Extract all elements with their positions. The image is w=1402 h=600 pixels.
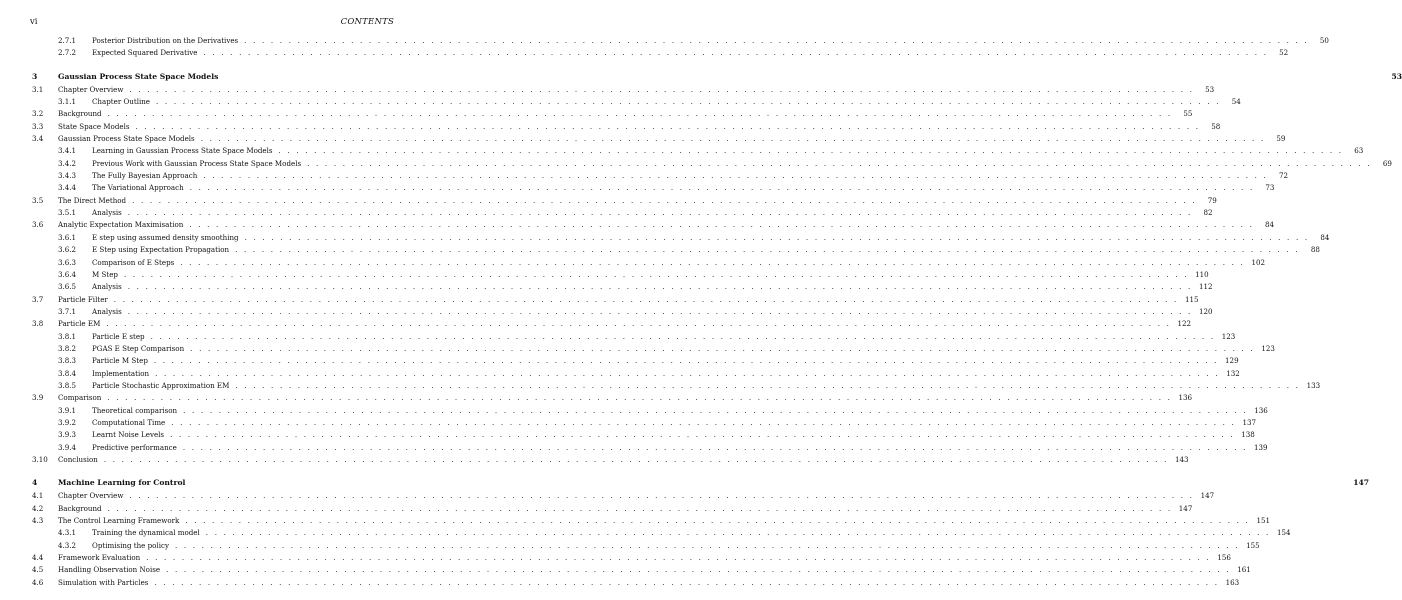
- toc-entry-title: The Variational Approach: [92, 183, 184, 193]
- toc-entry-number: 3.4.1: [58, 146, 77, 156]
- toc-entry-number: 3.9.2: [58, 417, 77, 427]
- toc-subsection-entry[interactable]: [32, 182, 1275, 194]
- toc-leader-dots: . . . . . . . . . . . . . . . . . . . . . . . . . . . . . . . . . . . . . . . . . . . . . . . . . . . . . . . . . . . . . . . . . . . . . . . . . . . . . . . . . . . . . . . . . . . . . . . . . . . . . . . . . . . . . . . . . . . . . . . .: [203, 171, 1269, 181]
- toc-leader-dots: . . . . . . . . . . . . . . . . . . . . . . . . . . . . . . . . . . . . . . . . . . . . . . . . . . . . . . . . . . . . . . . . . . . . . . . . . . . . . . . . . . . . . . . . . . . . . . . . . . . . . . . . . . . . . . . . . . . . . . . .: [129, 491, 1195, 501]
- toc-entry-title: Comparison of E Steps: [92, 257, 175, 267]
- toc-leader-dots: . . . . . . . . . . . . . . . . . . . . . . . . . . . . . . . . . . . . . . . . . . . . . . . . . . . . . . . . . . . . . . . . . . . . . . . . . . . . . . . . . . . . . . . . . . . . . . . . . . . . . . . . . . . . . . . . . . . . . . . .: [127, 208, 1193, 218]
- toc-leader-dots: . . . . . . . . . . . . . . . . . . . . . . . . . . . . . . . . . . . . . . . . . . . . . . . . . . . . . . . . . . . . . . . . . . . . . . . . . . . . . . . . . . . . . . . . . . . . . . . . . . . . . . . . . . . . . . . . . . . . . . . .: [171, 417, 1236, 427]
- toc-leader-dots: . . . . . . . . . . . . . . . . . . . . . . . . . . . . . . . . . . . . . . . . . . . . . . . . . . . . . . . . . . . . . . . . . . . . . . . . . . . . . . . . . . . . . . . . . . . . . . . . . . . . . . . . . . . . . . . . . . . . . . . .: [183, 405, 1248, 415]
- toc-leader-dots: . . . . . . . . . . . . . . . . . . . . . . . . . . . . . . . . . . . . . . . . . . . . . . . . . . . . . . . . . . . . . . . . . . . . . . . . . . . . . . . . . . . . . . . . . . . . . . . . . . . . . . . . . . . . . . . . . . . . . . . .: [129, 84, 1195, 94]
- toc-entry-page: 73: [1265, 183, 1275, 193]
- toc-subsection-entry[interactable]: [32, 244, 1320, 256]
- toc-entry-page: 59: [1276, 134, 1286, 144]
- toc-subsection-entry[interactable]: [32, 47, 1289, 59]
- toc-entry-number: 4.3.2: [58, 540, 77, 550]
- toc-entry-page: 58: [1211, 121, 1221, 131]
- toc-leader-dots: . . . . . . . . . . . . . . . . . . . . . . . . . . . . . . . . . . . . . . . . . . . . . . . . . . . . . . . . . . . . . . . . . . . . . . . . . . . . . . . . . . . . . . . . . . . . . . . . . . . . . . . . . . . . . . . . . . . . . . . .: [235, 380, 1301, 390]
- toc-entry-number: 3.9.1: [58, 405, 77, 415]
- toc-entry-number: 3.7: [32, 294, 44, 304]
- toc-entry-title: Training the dynamical model: [92, 528, 200, 538]
- toc-entry-page: 84: [1265, 220, 1275, 230]
- toc-entry-title: Theoretical comparison: [92, 405, 178, 415]
- toc-leader-dots: . . . . . . . . . . . . . . . . . . . . . . . . . . . . . . . . . . . . . . . . . . . . . . . . . . . . . . . . . . . . . . . . . . . . . . . . . . . . . . . . . . . . . . . . . . . . . . . . . . . . . . . . . . . . . . . . . . . . . . . .: [185, 516, 1251, 526]
- toc-entry-page: 132: [1226, 368, 1240, 378]
- toc-entry-number: 3.9.3: [58, 430, 77, 440]
- toc-entry-page: 147: [1178, 503, 1193, 513]
- toc-entry-number: 3.7.1: [58, 306, 77, 316]
- toc-entry-page: 115: [1184, 294, 1199, 304]
- toc-leader-dots: . . . . . . . . . . . . . . . . . . . . . . . . . . . . . . . . . . . . . . . . . . . . . . . . . . . . . . . . . . . . . . . . . . . . . . . . . . . . . . . . . . . . . . . . . . . . . . . . . . . . . . . . . . . . . . . . . . . . . . . .: [132, 195, 1197, 205]
- toc-subsection-entry[interactable]: [32, 232, 1330, 244]
- toc-entry-page: 102: [1251, 257, 1265, 267]
- toc-leader-dots: . . . . . . . . . . . . . . . . . . . . . . . . . . . . . . . . . . . . . . . . . . . . . . . . . . . . . . . . . . . . . . . . . . . . . . . . . . . . . . . . . . . . . . . . . . . . . . . . . . . . . . . . . . . . . . . . . . . . . . . .: [170, 430, 1235, 440]
- toc-entry-page: 53: [1391, 71, 1402, 81]
- toc-entry-number: 2.7.1: [58, 36, 77, 45]
- toc-entry-title: Machine Learning for Control: [58, 478, 186, 488]
- toc-entry-page: 54: [1231, 97, 1241, 107]
- toc-entry-number: 3.1: [32, 84, 44, 94]
- toc-section-entry[interactable]: [32, 454, 1189, 466]
- toc-entry-number: 3.5.1: [58, 208, 77, 218]
- toc-entry-number: 3.4.4: [58, 183, 77, 193]
- toc-leader-dots: . . . . . . . . . . . . . . . . . . . . . . . . . . . . . . . . . . . . . . . . . . . . . . . . . . . . . . . . . . . . . . . . . . . . . . . . . . . . . . . . . . . . . . . . . . . . . . . . . . . . . . . . . . . . . . . . . . . . . . . .: [156, 97, 1221, 107]
- toc-entry-title: Particle EM: [58, 319, 101, 329]
- toc-leader-dots: . . . . . . . . . . . . . . . . . . . . . . . . . . . . . . . . . . . . . . . . . . . . . . . . . . . . . . . . . . . . . . . . . . . . . . . . . . . . . . . . . . . . . . . . . . . . . . . . . . . . . . . . . . . . . . . . . . . . . . . .: [174, 540, 1240, 550]
- toc-entry-title: Particle Filter: [58, 294, 108, 304]
- toc-section-entry[interactable]: [32, 121, 1221, 133]
- toc-entry-page: 55: [1183, 109, 1193, 119]
- toc-leader-dots: . . . . . . . . . . . . . . . . . . . . . . . . . . . . . . . . . . . . . . . . . . . . . . . . . . . . . . . . . . . . . . . . . . . . . . . . . . . . . . . . . . . . . . . . . . . . . . . . . . . . . . . . . . . . . . . . . . . . . . . .: [189, 183, 1255, 193]
- toc-entry-title: PGAS E Step Comparison: [92, 343, 185, 353]
- toc-section-entry[interactable]: [32, 108, 1193, 120]
- toc-subsection-entry[interactable]: [32, 368, 1240, 380]
- toc-entry-page: 63: [1354, 146, 1364, 156]
- toc-chapter-entry[interactable]: [32, 476, 1370, 490]
- toc-section-entry[interactable]: [32, 490, 1215, 502]
- toc-entry-title: Expected Squared Derivative: [92, 48, 198, 58]
- toc-entry-page: 161: [1237, 565, 1251, 575]
- toc-entry-number: 3.6: [32, 220, 44, 230]
- toc-subsection-entry[interactable]: [32, 331, 1236, 343]
- toc-leader-dots: . . . . . . . . . . . . . . . . . . . . . . . . . . . . . . . . . . . . . . . . . . . . . . . . . . . . . . . . . . . . . . . . . . . . . . . . . . . . . . . . . . . . . . . . . . . . . . . . . . . . . . . . . . . . . . . . . . . . . . . .: [103, 455, 1169, 464]
- toc-entry-number: 4.3: [32, 516, 44, 526]
- toc-gap: [32, 466, 387, 476]
- toc-entry-title: Gaussian Process State Space Models: [58, 71, 219, 81]
- toc-section-entry[interactable]: [32, 84, 1215, 96]
- toc-subsection-entry[interactable]: [32, 145, 1364, 157]
- toc-section-entry[interactable]: [32, 219, 1275, 231]
- toc-leader-dots: . . . . . . . . . . . . . . . . . . . . . . . . . . . . . . . . . . . . . . . . . . . . . . . . . . . . . . . . . . . . . . . . . . . . . . . . . . . . . . . . . . . . . . . . . . . . . . . . . . . . . . . . . . . . . . . . . . . . . . . .: [107, 393, 1173, 403]
- toc-leader-dots: . . . . . . . . . . . . . . . . . . . . . . . . . . . . . . . . . . . . . . . . . . . . . . . . . . . . . . . . . . . . . . . . . . . . . . . . . . . . . . . . . . . . . . . . . . . . . . . . . . . . . . . . . . . . . . . . . . . . . . . .: [113, 294, 1179, 304]
- toc-entry-title: Conclusion: [58, 455, 98, 464]
- toc-entry-page: 139: [1254, 442, 1268, 452]
- toc-section-entry[interactable]: [32, 318, 1192, 330]
- toc-entry-title: Computational Time: [92, 417, 166, 427]
- toc-leader-dots: . . . . . . . . . . . . . . . . . . . . . . . . . . . . . . . . . . . . . . . . . . . . . . . . . . . . . . . . . . . . . . . . . . . . . . . . . . . . . . . . . . . . . . . . . . . . . . . . . . . . . . . . . . . . . . . . . . . . . . . .: [203, 48, 1269, 58]
- toc-entry-page: 88: [1310, 245, 1320, 255]
- toc-subsection-entry[interactable]: [32, 405, 1268, 417]
- toc-entry-title: Analytic Expectation Maximisation: [58, 220, 184, 230]
- toc-entry-title: Comparison: [58, 393, 102, 403]
- toc-subsection-entry[interactable]: [32, 306, 1213, 318]
- toc-leader-dots: . . . . . . . . . . . . . . . . . . . . . . . . . . . . . . . . . . . . . . . . . . . . . . . . . . . . . . . . . . . . . . . . . . . . . . . . . . . . . . . . . . . . . . . . . . . . . . . . . . . . . . . . . . . . . . . . . . . . . . . .: [154, 577, 1220, 587]
- toc-entry-title: Analysis: [92, 306, 122, 316]
- toc-entry-number: 3.8: [32, 319, 44, 329]
- toc-entry-page: 82: [1203, 208, 1213, 218]
- toc-subsection-entry[interactable]: [32, 35, 1329, 47]
- toc-entry-title: Learning in Gaussian Process State Space Models: [92, 146, 273, 156]
- toc-entry-number: 3.4.3: [58, 171, 77, 181]
- toc-entry-title: Handling Observation Noise: [58, 565, 161, 575]
- toc-section-entry[interactable]: [32, 294, 1199, 306]
- toc-entry-title: State Space Models: [58, 121, 130, 131]
- toc-entry-page: 72: [1279, 171, 1289, 181]
- toc-subsection-entry[interactable]: [32, 96, 1241, 108]
- toc-leader-dots: . . . . . . . . . . . . . . . . . . . . . . . . . . . . . . . . . . . . . . . . . . . . . . . . . . . . . . . . . . . . . . . . . . . . . . . . . . . . . . . . . . . . . . . . . . . . . . . . . . . . . . . . . . . . . . . . . . . . . . . .: [166, 565, 1231, 575]
- toc-entry-page: 136: [1178, 393, 1193, 403]
- toc-entry-number: 3.6.4: [58, 269, 77, 279]
- toc-entry-page: 112: [1198, 282, 1213, 292]
- toc-subsection-entry[interactable]: [32, 429, 1255, 441]
- toc-entry-number: 3.1.1: [58, 97, 77, 107]
- toc-entry-number: 4.2: [32, 503, 44, 513]
- toc-entry-page: 147: [1200, 491, 1215, 501]
- toc-section-entry[interactable]: [32, 195, 1217, 207]
- toc-entry-title: E Step using Expectation Propagation: [92, 245, 230, 255]
- toc-entry-title: Framework Evaluation: [58, 553, 141, 563]
- toc-subsection-entry[interactable]: [32, 343, 1275, 355]
- toc-entry-number: 3.8.1: [58, 331, 77, 341]
- toc-entry-page: 53: [1205, 84, 1215, 94]
- toc-leader-dots: . . . . . . . . . . . . . . . . . . . . . . . . . . . . . . . . . . . . . . . . . . . . . . . . . . . . . . . . . . . . . . . . . . . . . . . . . . . . . . . . . . . . . . . . . . . . . . . . . . . . . . . . . . . . . . . . . . . . . . . .: [135, 121, 1201, 131]
- toc-leader-dots: . . . . . . . . . . . . . . . . . . . . . . . . . . . . . . . . . . . . . . . . . . . . . . . . . . . . . . . . . . . . . . . . . . . . . . . . . . . . . . . . . . . . . . . . . . . . . . . . . . . . . . . . . . . . . . . . . . . . . . . .: [127, 306, 1193, 316]
- toc-entry-number: 4.1: [32, 491, 44, 501]
- toc-entry-number: 4.6: [32, 577, 44, 587]
- toc-entry-title: Previous Work with Gaussian Process State Space Models: [92, 158, 302, 168]
- toc-leader-dots: . . . . . . . . . . . . . . . . . . . . . . . . . . . . . . . . . . . . . . . . . . . . . . . . . . . . . . . . . . . . . . . . . . . . . . . . . . . . . . . . . . . . . . . . . . . . . . . . . . . . . . . . . . . . . . . . . . . . . . . .: [127, 282, 1193, 292]
- toc-entry-page: 154: [1276, 528, 1291, 538]
- toc-entry-page: 123: [1221, 331, 1236, 341]
- toc-entry-page: 138: [1241, 430, 1255, 440]
- table-of-contents: [32, 35, 1402, 589]
- toc-section-entry[interactable]: [32, 552, 1231, 564]
- page-number: vi: [30, 17, 38, 27]
- toc-subsection-entry[interactable]: [32, 170, 1289, 182]
- toc-leader-dots: . . . . . . . . . . . . . . . . . . . . . . . . . . . . . . . . . . . . . . . . . . . . . . . . . . . . . . . . . . . . . . . . . . . . . . . . . . . . . . . . . . . . . . . . . . . . . . . . . . . . . . . . . . . . . . . . . . . . . . . .: [150, 331, 1216, 341]
- toc-entry-page: 151: [1256, 516, 1271, 526]
- toc-entry-title: Background: [58, 503, 102, 513]
- toc-entry-title: Chapter Outline: [92, 97, 151, 107]
- toc-entry-page: 155: [1246, 540, 1260, 550]
- toc-entry-number: 3.6.3: [58, 257, 77, 267]
- toc-entry-title: Chapter Overview: [58, 84, 124, 94]
- toc-entry-title: Analysis: [92, 282, 122, 292]
- toc-entry-page: 129: [1225, 356, 1239, 366]
- toc-entry-title: The Direct Method: [58, 195, 127, 205]
- toc-section-entry[interactable]: [32, 133, 1286, 145]
- toc-leader-dots: . . . . . . . . . . . . . . . . . . . . . . . . . . . . . . . . . . . . . . . . . . . . . . . . . . . . . . . . . . . . . . . . . . . . . . . . . . . . . . . . . . . . . . . . . . . . . . . . . . . . . . . . . . . . . . . . . . . . . . . .: [107, 503, 1173, 513]
- toc-entry-number: 4.4: [32, 553, 44, 563]
- toc-entry-number: 3.5: [32, 195, 44, 205]
- toc-leader-dots: . . . . . . . . . . . . . . . . . . . . . . . . . . . . . . . . . . . . . . . . . . . . . . . . . . . . . . . . . . . . . . . . . . . . . . . . . . . . . . . . . . . . . . . . . . . . . . . . . . . . . . . . . . . . . . . . . . . . . . . .: [278, 146, 1344, 156]
- toc-section-entry[interactable]: [32, 392, 1193, 404]
- toc-entry-number: 3.8.4: [58, 368, 77, 378]
- toc-leader-dots: . . . . . . . . . . . . . . . . . . . . . . . . . . . . . . . . . . . . . . . . . . . . . . . . . . . . . . . . . . . . . . . . . . . . . . . . . . . . . . . . . . . . . . . . . . . . . . . . . . . . . . . . . . . . . . . . . . . . . . . .: [146, 553, 1211, 563]
- toc-entry-title: M Step: [92, 269, 118, 279]
- toc-entry-title: Background: [58, 109, 102, 119]
- toc-entry-number: 4: [32, 478, 38, 488]
- toc-entry-title: Posterior Distribution on the Derivatives: [92, 36, 239, 45]
- toc-entry-page: 69: [1382, 158, 1392, 168]
- toc-leader-dots: . . . . . . . . . . . . . . . . . . . . . . . . . . . . . . . . . . . . . . . . . . . . . . . . . . . . . . . . . . . . . . . . . . . . . . . . . . . . . . . . . . . . . . . . . . . . . . . . . . . . . . . . . . . . . . . . . . . . . . . .: [107, 109, 1173, 119]
- toc-entry-title: E step using assumed density smoothing: [92, 232, 239, 242]
- toc-entry-number: 3.6.5: [58, 282, 77, 292]
- toc-subsection-entry[interactable]: [32, 158, 1392, 170]
- toc-leader-dots: . . . . . . . . . . . . . . . . . . . . . . . . . . . . . . . . . . . . . . . . . . . . . . . . . . . . . . . . . . . . . . . . . . . . . . . . . . . . . . . . . . . . . . . . . . . . . . . . . . . . . . . . . . . . . . . . . . . . . . . .: [307, 158, 1372, 168]
- toc-entry-page: 122: [1177, 319, 1192, 329]
- toc-entry-title: Particle E step: [92, 331, 145, 341]
- toc-entry-title: Particle M Step: [92, 356, 148, 366]
- toc-subsection-entry[interactable]: [32, 281, 1213, 293]
- toc-leader-dots: . . . . . . . . . . . . . . . . . . . . . . . . . . . . . . . . . . . . . . . . . . . . . . . . . . . . . . . . . . . . . . . . . . . . . . . . . . . . . . . . . . . . . . . . . . . . . . . . . . . . . . . . . . . . . . . . . . . . . . . .: [244, 36, 1309, 45]
- toc-entry-number: 3.8.3: [58, 356, 77, 366]
- toc-entry-page: 147: [1353, 478, 1370, 488]
- toc-subsection-entry[interactable]: [32, 417, 1256, 429]
- running-title: CONTENTS: [340, 17, 394, 27]
- toc-leader-dots: . . . . . . . . . . . . . . . . . . . . . . . . . . . . . . . . . . . . . . . . . . . . . . . . . . . . . . . . . . . . . . . . . . . . . . . . . . . . . . . . . . . . . . . . . . . . . . . . . . . . . . . . . . . . . . . . . . . . . . . .: [106, 319, 1172, 329]
- toc-entry-number: 2.7.2: [58, 48, 77, 58]
- toc-entry-number: 3.4: [32, 134, 44, 144]
- toc-entry-title: Learnt Noise Levels: [92, 430, 165, 440]
- toc-section-entry[interactable]: [32, 503, 1193, 515]
- toc-leader-dots: . . . . . . . . . . . . . . . . . . . . . . . . . . . . . . . . . . . . . . . . . . . . . . . . . . . . . . . . . . . . . . . . . . . . . . . . . . . . . . . . . . . . . . . . . . . . . . . . . . . . . . . . . . . . . . . . . . . . . . . .: [180, 257, 1245, 267]
- toc-section-entry[interactable]: [32, 564, 1251, 576]
- toc-leader-dots: . . . . . . . . . . . . . . . . . . . . . . . . . . . . . . . . . . . . . . . . . . . . . . . . . . . . . . . . . . . . . . . . . . . . . . . . . . . . . . . . . . . . . . . . . . . . . . . . . . . . . . . . . . . . . . . . . . . . . . . .: [190, 343, 1255, 353]
- toc-section-entry[interactable]: [32, 515, 1271, 527]
- toc-entry-title: Gaussian Process State Space Models: [58, 134, 195, 144]
- toc-subsection-entry[interactable]: [32, 269, 1209, 281]
- toc-entry-page: 163: [1225, 577, 1240, 587]
- toc-leader-dots: . . . . . . . . . . . . . . . . . . . . . . . . . . . . . . . . . . . . . . . . . . . . . . . . . . . . . . . . . . . . . . . . . . . . . . . . . . . . . . . . . . . . . . . . . . . . . . . . . . . . . . . . . . . . . . . . . . . . . . . .: [155, 368, 1220, 378]
- toc-entry-page: 137: [1242, 417, 1256, 427]
- toc-entry-number: 3.9.4: [58, 442, 77, 452]
- toc-entry-title: Simulation with Particles: [58, 577, 149, 587]
- toc-subsection-entry[interactable]: [32, 207, 1213, 219]
- toc-subsection-entry[interactable]: [32, 540, 1260, 552]
- toc-entry-page: 84: [1320, 232, 1330, 242]
- toc-leader-dots: . . . . . . . . . . . . . . . . . . . . . . . . . . . . . . . . . . . . . . . . . . . . . . . . . . . . . . . . . . . . . . . . . . . . . . . . . . . . . . . . . . . . . . . . . . . . . . . . . . . . . . . . . . . . . . . . . . . . . . . .: [205, 528, 1271, 538]
- toc-leader-dots: . . . . . . . . . . . . . . . . . . . . . . . . . . . . . . . . . . . . . . . . . . . . . . . . . . . . . . . . . . . . . . . . . . . . . . . . . . . . . . . . . . . . . . . . . . . . . . . . . . . . . . . . . . . . . . . . . . . . . . . .: [189, 220, 1255, 230]
- toc-entry-page: 156: [1217, 553, 1231, 563]
- toc-entry-number: 4.3.1: [58, 528, 77, 538]
- toc-entry-title: Predictive performance: [92, 442, 177, 452]
- toc-leader-dots: . . . . . . . . . . . . . . . . . . . . . . . . . . . . . . . . . . . . . . . . . . . . . . . . . . . . . . . . . . . . . . . . . . . . . . . . . . . . . . . . . . . . . . . . . . . . . . . . . . . . . . . . . . . . . . . . . . . . . . . .: [244, 232, 1310, 242]
- toc-entry-number: 3.3: [32, 121, 44, 131]
- toc-entry-number: 3.6.1: [58, 232, 77, 242]
- toc-entry-page: 50: [1319, 36, 1329, 45]
- toc-entry-title: Optimising the policy: [92, 540, 169, 550]
- toc-entry-number: 3.2: [32, 109, 44, 119]
- toc-leader-dots: . . . . . . . . . . . . . . . . . . . . . . . . . . . . . . . . . . . . . . . . . . . . . . . . . . . . . . . . . . . . . . . . . . . . . . . . . . . . . . . . . . . . . . . . . . . . . . . . . . . . . . . . . . . . . . . . . . . . . . . .: [123, 269, 1189, 279]
- toc-entry-title: Particle Stochastic Approximation EM: [92, 380, 230, 390]
- toc-entry-number: 3.10: [32, 455, 48, 464]
- toc-gap: [32, 60, 387, 70]
- toc-entry-page: 123: [1261, 343, 1275, 353]
- toc-subsection-entry[interactable]: [32, 442, 1268, 454]
- toc-entry-title: The Fully Bayesian Approach: [92, 171, 198, 181]
- toc-entry-number: 3.8.2: [58, 343, 77, 353]
- toc-entry-number: 3.6.2: [58, 245, 77, 255]
- toc-entry-page: 110: [1195, 269, 1209, 279]
- toc-entry-page: 52: [1279, 48, 1289, 58]
- page-header: [30, 16, 394, 28]
- toc-entry-title: Implementation: [92, 368, 150, 378]
- toc-leader-dots: . . . . . . . . . . . . . . . . . . . . . . . . . . . . . . . . . . . . . . . . . . . . . . . . . . . . . . . . . . . . . . . . . . . . . . . . . . . . . . . . . . . . . . . . . . . . . . . . . . . . . . . . . . . . . . . . . . . . . . . .: [235, 245, 1300, 255]
- toc-entry-page: 136: [1254, 405, 1268, 415]
- toc-leader-dots: . . . . . . . . . . . . . . . . . . . . . . . . . . . . . . . . . . . . . . . . . . . . . . . . . . . . . . . . . . . . . . . . . . . . . . . . . . . . . . . . . . . . . . . . . . . . . . . . . . . . . . . . . . . . . . . . . . . . . . . .: [200, 134, 1266, 144]
- toc-entry-number: 3.8.5: [58, 380, 77, 390]
- toc-subsection-entry[interactable]: [32, 380, 1321, 392]
- toc-entry-number: 3: [32, 71, 38, 81]
- toc-entry-title: Analysis: [92, 208, 122, 218]
- toc-entry-title: Chapter Overview: [58, 491, 124, 501]
- toc-entry-page: 120: [1198, 306, 1213, 316]
- toc-entry-number: 4.5: [32, 565, 44, 575]
- toc-chapter-entry[interactable]: [32, 70, 1402, 84]
- toc-entry-page: 133: [1306, 380, 1321, 390]
- toc-entry-page: 143: [1175, 455, 1189, 464]
- toc-leader-dots: . . . . . . . . . . . . . . . . . . . . . . . . . . . . . . . . . . . . . . . . . . . . . . . . . . . . . . . . . . . . . . . . . . . . . . . . . . . . . . . . . . . . . . . . . . . . . . . . . . . . . . . . . . . . . . . . . . . . . . . .: [153, 356, 1219, 366]
- toc-entry-number: 3.9: [32, 393, 44, 403]
- toc-entry-number: 3.4.2: [58, 158, 77, 168]
- toc-subsection-entry[interactable]: [32, 257, 1265, 269]
- toc-entry-title: The Control Learning Framework: [58, 516, 180, 526]
- toc-subsection-entry[interactable]: [32, 527, 1291, 539]
- toc-subsection-entry[interactable]: [32, 355, 1239, 367]
- toc-section-entry[interactable]: [32, 577, 1240, 589]
- toc-entry-page: 79: [1207, 195, 1217, 205]
- toc-leader-dots: . . . . . . . . . . . . . . . . . . . . . . . . . . . . . . . . . . . . . . . . . . . . . . . . . . . . . . . . . . . . . . . . . . . . . . . . . . . . . . . . . . . . . . . . . . . . . . . . . . . . . . . . . . . . . . . . . . . . . . . .: [182, 442, 1248, 452]
